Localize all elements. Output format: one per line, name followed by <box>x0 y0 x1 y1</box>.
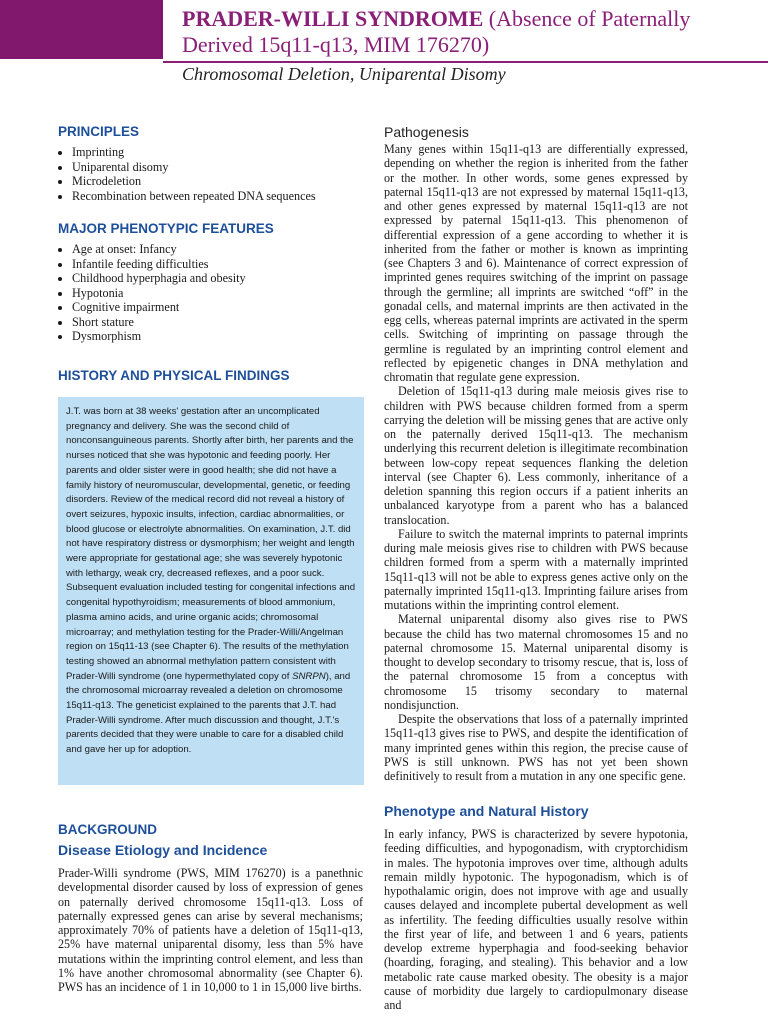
list-item: • Dysmorphism <box>72 329 363 344</box>
pathogenesis-paragraph: Maternal uniparental disomy also gives rise to PWS because the child has two maternal chromosomes 15 and no paternal chromosome 15. Maternal uniparental disomy is thought to develop secondary to trisomy rescue, that is, loss of the paternal chromosome 15 from a conceptus with chromosome 15 trisomy secondary to maternal nondisjunction. <box>384 612 688 712</box>
left-column <box>58 124 363 383</box>
principles-list <box>58 145 363 203</box>
list-item: • Childhood hyperphagia and obesity <box>72 271 363 286</box>
phenotype-section <box>384 803 688 1012</box>
etiology-heading: Disease Etiology and Incidence <box>58 842 268 858</box>
gene-name: SNRPN <box>292 670 326 682</box>
phenotypic-features-list <box>58 242 363 344</box>
page-title: PRADER-WILLI SYNDROME (Absence of Paternally Derived 15q11-q13, MIM 176270) <box>182 6 691 57</box>
list-item: • Uniparental disomy <box>72 160 363 175</box>
list-item: • Short stature <box>72 315 363 330</box>
etiology-paragraph: Prader-Willi syndrome (PWS, MIM 176270) is a panethnic developmental disorder caused by loss of expression of genes on paternally derived chromosome 15q11-q13. Loss of paternally expressed genes can arise by several mechanisms; approximately 70% of patients have a deletion of 15q11-q13, 25% have maternal uniparental disomy, less than 5% have mutations within the imprinting control element, and less than 1% have another chromosomal abnormality (see Chapter 6). PWS has an incidence of 1 in 10,000 to 1 in 15,000 live births. <box>58 866 363 994</box>
list-item: • Age at onset: Infancy <box>72 242 363 257</box>
pathogenesis-paragraph: Failure to switch the maternal imprints to paternal imprints during male meiosis gives rise to children with PWS because children formed from a sperm with a maternally imprinted 15q11-q13 will not be able to express genes active only on the paternally imprinted 15q11-q13. Imprinting failure arises from mutations within the imprinting control element. <box>384 526 688 612</box>
list-item: • Infantile feeding difficulties <box>72 257 363 272</box>
case-report-box: J.T. was born at 38 weeks' gestation after an uncomplicated pregnancy and delivery. She was the second child of nonconsanguineous parents. Shortly after birth, her parents and the nurses noticed that she was hypotonic and feeding poorly. Her parents and older sister were in good health; she did not have a family history of neuromuscular, developmental, genetic, or feeding disorders. Review of the medical record did not reveal a history of overt seizures, hypoxic insults, infection, cardiac abnormalities, or blood glucose or electrolyte abnormalities. On examination, J.T. did not have respiratory distress or dysmorphism; her weight and length were appropriate for gestational age; she was severely hypotonic with lethargy, weak cry, decreased reflexes, and a poor suck. Subsequent evaluation included testing for congenital infections and congenital hypothyroidism; measurements of blood ammonium, plasma amino acids, and urine organic acids; chromosomal microarray; and methylation testing for the Prader-Willi/Angelman region on 15q11-13 (see Chapter 6). The results of the methylation testing showed an abnormal methylation pattern consistent with Prader-Willi syndrome (one hypermethylated copy of SNRPN), and the chromosomal microarray revealed a deletion on chromosome 15q11-q13. The geneticist explained to the parents that J.T. had Prader-Willi syndrome. After much discussion and thought, J.T.'s parents decided that they were unable to care for a disabled child and gave her up for adoption. <box>58 397 364 785</box>
right-column <box>384 124 688 783</box>
pathogenesis-heading: Pathogenesis <box>384 124 469 140</box>
list-item: • Cognitive impairment <box>72 300 363 315</box>
list-item: • Imprinting <box>72 145 363 160</box>
page-subtitle: Chromosomal Deletion, Uniparental Disomy <box>182 64 506 84</box>
phenotype-heading: Phenotype and Natural History <box>384 803 589 819</box>
principles-heading: PRINCIPLES <box>58 124 140 139</box>
history-heading: HISTORY AND PHYSICAL FINDINGS <box>58 367 290 383</box>
list-item: • Microdeletion <box>72 174 363 189</box>
list-item: • Recombination between repeated DNA sequences <box>72 189 363 204</box>
pathogenesis-paragraph: Many genes within 15q11-q13 are differentially expressed, depending on whether the region is inherited from the father or the mother. In other words, some genes expressed by paternal 15q11-q13 are not expressed by maternal 15q11-q13, and other genes expressed by maternal 15q11-q13 are not expressed by paternal 15q11-q13. This phenomenon of differential expression of a gene according to whether it is inherited from the father or mother is known as imprinting (see Chapters 3 and 6). Maintenance of correct expression of imprinted genes requires switching of the imprint on passage through the germline; all imprints are switched “off” in the gonadal cells, and maternal imprints are then activated in the egg cells, whereas paternal imprints are activated in the sperm cells. Switching of imprinting on passage through the germline is regulated by an imprinting control element and reflected by epigenetic changes in DNA methylation and chromatin that regulate gene expression. <box>384 142 688 384</box>
pathogenesis-paragraph: Despite the observations that loss of a paternally imprinted 15q11-q13 gives rise to PWS, and despite the identification of many imprinted genes within this region, the precise cause of PWS is still unknown. PWS has not yet been shown definitively to result from a mutation in any one specific gene. <box>384 712 688 783</box>
phenotypic-features-heading: MAJOR PHENOTYPIC FEATURES <box>58 221 274 236</box>
pathogenesis-paragraph: Deletion of 15q11-q13 during male meiosis gives rise to children with PWS because children formed from a sperm carrying the deletion will be missing genes that are active only on the paternally derived 15q11-q13. The mechanism underlying this recurrent deletion is illegitimate recombination between low-copy repeat sequences flanking the deletion interval (see Chapter 6). Less commonly, inheritance of a deletion spanning this region occurs if a patient inherits an unbalanced karyotype from a parent who has a balanced translocation. <box>384 384 688 527</box>
background-section <box>58 822 363 994</box>
list-item: • Hypotonia <box>72 286 363 301</box>
chapter-color-tab <box>0 0 163 59</box>
phenotype-paragraph: In early infancy, PWS is characterized by severe hypotonia, feeding difficulties, and hypogonadism, with cryptorchidism in males. The hypotonia improves over time, although adults remain mildly hypotonic. The hypogonadism, which is of hypothalamic origin, does not improve with age and usually causes delayed and incomplete pubertal development as well as infertility. The feeding difficulties usually resolve within the first year of life, and between 1 and 6 years, patients develop extreme hyperphagia and food-seeking behavior (hoarding, foraging, and stealing). This behavior and a low metabolic rate cause marked obesity. The obesity is a major cause of morbidity due largely to cardiopulmonary disease and <box>384 827 688 1012</box>
background-heading: BACKGROUND <box>58 822 157 837</box>
title-rule <box>163 61 768 63</box>
